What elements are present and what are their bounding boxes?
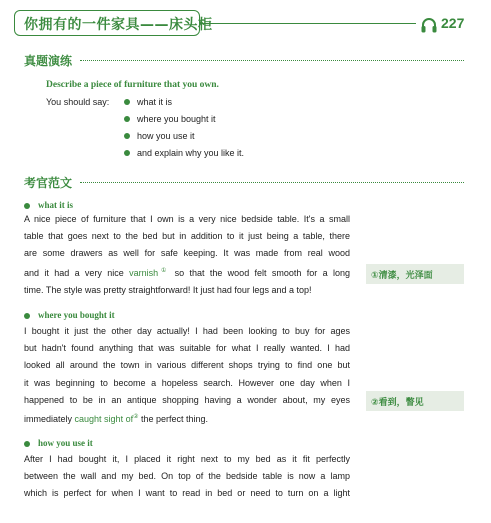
cue-card-prompt: Describe a piece of furniture that you own. [46, 80, 219, 90]
section-title-model-answer: 考官范文 [24, 176, 73, 190]
vocab-note-2: ②看到，瞥见 [366, 391, 464, 411]
bullet-dot [124, 150, 130, 156]
you-should-say-label: You should say: [46, 97, 110, 107]
bullet-dot [124, 133, 130, 139]
page-title: 你拥有的一件家具——床头柜 [24, 17, 213, 33]
text-fragment: the perfect thing. [140, 414, 209, 425]
text-fragment: and it had a very nice [24, 267, 124, 278]
text-line: After I had bought it, I placed it right next to my bed as it fit perfectly [24, 454, 350, 464]
cue-bullet-item: where you bought it [137, 114, 216, 124]
page-number: 227 [441, 15, 465, 31]
text-line: A nice piece of furniture that I own is a very nice bedside table. It's a small [24, 214, 350, 224]
subheading-how-use: how you use it [38, 438, 93, 448]
text-line: happened to be in an antique shopping having a wonder about, my eyes [24, 394, 350, 405]
text-line: table that goes next to the bed but in addition to it just being a table, there [24, 231, 350, 242]
bullet-dot [124, 99, 130, 105]
text-line: but hadn't found anything that was suitable for what I really wanted. I had [24, 343, 350, 354]
subheading-dot [24, 313, 30, 319]
answer-paragraph-2 [24, 323, 350, 428]
subheading-where-bought: where you bought it [38, 310, 115, 320]
text-line: it was beginning to become a hopeless search. However one day when I [24, 377, 350, 388]
section-divider [80, 182, 464, 183]
subheading-dot [24, 441, 30, 447]
text-line [24, 263, 350, 282]
section-title-practice: 真题演练 [24, 54, 73, 68]
subheading-what-it-is: what it is [38, 200, 74, 210]
footnote-marker: ① [158, 267, 170, 274]
answer-paragraph-3 [24, 451, 350, 503]
highlighted-term-varnish: varnish [129, 267, 159, 278]
text-line: I bought it just the other day actually! I had been looking to buy for ages [24, 326, 350, 336]
text-line: which is perfect for when I want to read in bed or need to turn on a light [24, 488, 350, 499]
headphones-icon[interactable] [420, 16, 438, 34]
bullet-dot [124, 116, 130, 122]
answer-paragraph-1 [24, 211, 350, 299]
text-fragment: so that the wood felt smooth for a long [174, 267, 350, 278]
text-fragment: immediately [24, 414, 73, 425]
cue-bullet-item: how you use it [137, 131, 195, 141]
cue-bullet-item: and explain why you like it. [137, 148, 245, 158]
footnote-marker: ② [133, 414, 139, 421]
subheading-dot [24, 203, 30, 209]
highlighted-term-caught-sight: caught sight of [74, 414, 134, 425]
header-rule [200, 23, 416, 24]
text-line: are some drawers as well for safe keeping. It was made from real wood [24, 248, 350, 259]
text-line [24, 409, 350, 428]
text-line: between the wall and my bed. On top of the bedside table is now a lamp [24, 471, 350, 482]
vocab-note-1: ①清漆，光泽面 [366, 264, 464, 284]
section-divider [80, 60, 464, 61]
text-line: time. The style was pretty straightforward! It just had four legs and a top! [24, 284, 312, 295]
cue-bullet-item: what it is [137, 97, 173, 107]
text-line: looked all around the town in various different shops trying to find one but [24, 360, 350, 371]
